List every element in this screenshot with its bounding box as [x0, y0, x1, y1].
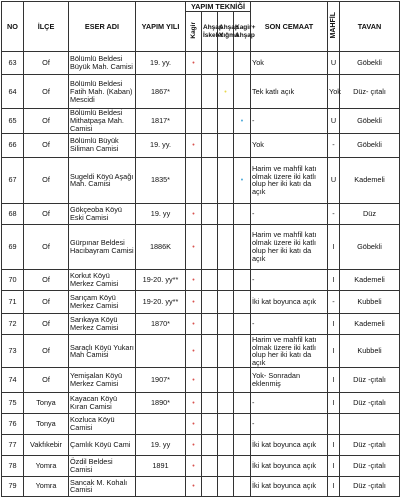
header-yapim-teknigi: YAPIM TEKNİĞİ [186, 2, 251, 12]
cell-kagir-ahsap [234, 52, 251, 75]
cell-kagir [186, 434, 202, 455]
cell-ahsap-iskelet [202, 270, 218, 291]
header-ilce: İLÇE [24, 2, 69, 52]
cell-ahsap-iskelet [202, 203, 218, 224]
technique-dot-icon: • [192, 277, 195, 285]
cell-ahsap-iskelet [202, 109, 218, 133]
cell-eser-adi: Saraçlı Köyü Yukarı Mah Camisi [69, 335, 136, 368]
cell-kagir [186, 476, 202, 496]
cell-ilce: Of [24, 291, 69, 314]
cell-son-cemaat: İki kat boyunca açık [251, 291, 328, 314]
cell-ahsap-yigma [218, 476, 234, 496]
header-mahfil: MAHFİL [328, 2, 340, 52]
cell-tavan: Düz -çıtalı [340, 434, 400, 455]
cell-tavan: Düz- çıtalı [340, 75, 400, 109]
cell-ahsap-iskelet [202, 314, 218, 335]
technique-dot-icon: • [192, 142, 195, 150]
cell-kagir-ahsap [234, 455, 251, 476]
technique-dot-icon: • [192, 210, 195, 218]
cell-mahfil: U [328, 52, 340, 75]
header-tavan: TAVAN [340, 2, 400, 52]
cell-mahfil: I [328, 434, 340, 455]
cell-kagir-ahsap [234, 335, 251, 368]
table-row [2, 314, 400, 335]
table-row [2, 203, 400, 224]
cell-no: 63 [2, 52, 24, 75]
cell-mahfil: I [328, 392, 340, 413]
technique-dot-icon: • [192, 321, 195, 329]
cell-kagir-ahsap [234, 476, 251, 496]
cell-ahsap-iskelet [202, 75, 218, 109]
cell-eser-adi: Gökçeoba Köyü Eski Camisi [69, 203, 136, 224]
cell-tavan: Göbekli [340, 109, 400, 133]
cell-eser-adi: Gürpınar Beldesi Hacıbayram Camisi [69, 224, 136, 269]
cell-son-cemaat: Harim ve mahfil katı olmak üzere iki katlı olup her iki katı da açık [251, 157, 328, 203]
cell-tavan: Göbekli [340, 52, 400, 75]
table-row [2, 270, 400, 291]
cell-ahsap-yigma [218, 109, 234, 133]
cell-ahsap-yigma [218, 224, 234, 269]
cell-ilce: Tonya [24, 413, 69, 434]
cell-kagir-ahsap [234, 413, 251, 434]
cell-mahfil: I [328, 314, 340, 335]
cell-kagir-ahsap [234, 314, 251, 335]
table-row [2, 109, 400, 133]
cell-tavan: Kubbeli [340, 291, 400, 314]
header-ahsap-iskelet: Ahşap İskelet [202, 12, 218, 52]
cell-ahsap-yigma [218, 413, 234, 434]
cell-ahsap-yigma [218, 203, 234, 224]
cell-kagir [186, 109, 202, 133]
cell-yapim-yili: 1867* [136, 75, 186, 109]
cell-ilce: Vakfıkebir [24, 434, 69, 455]
cell-son-cemaat: - [251, 413, 328, 434]
cell-ahsap-yigma [218, 335, 234, 368]
cell-no: 68 [2, 203, 24, 224]
cell-mahfil: I [328, 335, 340, 368]
cell-ahsap-iskelet [202, 413, 218, 434]
cell-kagir [186, 224, 202, 269]
cell-tavan: Kademeli [340, 314, 400, 335]
technique-dot-icon: • [192, 399, 195, 407]
technique-dot-icon: • [192, 244, 195, 252]
cell-yapim-yili: 19. yy. [136, 133, 186, 157]
cell-kagir-ahsap [234, 75, 251, 109]
cell-kagir [186, 157, 202, 203]
cell-eser-adi: Kayacan Köyü Kıran Camisi [69, 392, 136, 413]
cell-eser-adi: Sugeldi Köyü Aşağı Mah. Camisi [69, 157, 136, 203]
cell-kagir [186, 270, 202, 291]
cell-eser-adi: Bölümlü Büyük Siliman Camisi [69, 133, 136, 157]
cell-kagir-ahsap [234, 434, 251, 455]
cell-no: 71 [2, 291, 24, 314]
cell-kagir-ahsap [234, 203, 251, 224]
cell-ahsap-yigma [218, 368, 234, 392]
cell-no: 72 [2, 314, 24, 335]
cell-yapim-yili: 1907* [136, 368, 186, 392]
cell-no: 67 [2, 157, 24, 203]
cell-ilce: Of [24, 368, 69, 392]
cell-ahsap-yigma [218, 291, 234, 314]
cell-ahsap-iskelet [202, 368, 218, 392]
cell-son-cemaat: Harim ve mahfil katı olmak üzere iki katlı olup her iki katı da açık [251, 335, 328, 368]
technique-dot-icon: • [240, 117, 244, 125]
header-yapim-yili: YAPIM YILI [136, 2, 186, 52]
cell-tavan [340, 413, 400, 434]
cell-eser-adi: Bölümlü Beldesi Fatih Mah. (Kaban) Mescidi [69, 75, 136, 109]
cell-kagir [186, 133, 202, 157]
cell-eser-adi: Korkut Köyü Merkez Camisi [69, 270, 136, 291]
cell-ahsap-iskelet [202, 392, 218, 413]
cell-mahfil: - [328, 203, 340, 224]
technique-dot-icon: • [192, 462, 195, 470]
technique-dot-icon: • [240, 177, 244, 185]
cell-yapim-yili: 19-20. yy** [136, 291, 186, 314]
cell-kagir [186, 392, 202, 413]
cell-kagir [186, 413, 202, 434]
cell-mahfil: I [328, 224, 340, 269]
cell-kagir [186, 203, 202, 224]
header-son-cemaat: SON CEMAAT [251, 2, 328, 52]
technique-dot-icon: • [192, 441, 195, 449]
cell-tavan: Göbekli [340, 133, 400, 157]
cell-ahsap-yigma [218, 157, 234, 203]
cell-son-cemaat: Harim ve mahfil katı olmak üzere iki katlı olup her iki katı da açık [251, 224, 328, 269]
cell-son-cemaat: - [251, 203, 328, 224]
cell-ahsap-iskelet [202, 157, 218, 203]
technique-dot-icon: • [192, 483, 195, 491]
cell-no: 65 [2, 109, 24, 133]
cell-yapim-yili: 19-20. yy** [136, 270, 186, 291]
cell-eser-adi: Yemişalan Köyü Merkez Camisi [69, 368, 136, 392]
cell-no: 79 [2, 476, 24, 496]
cell-no: 70 [2, 270, 24, 291]
table-row [2, 291, 400, 314]
cell-yapim-yili [136, 476, 186, 496]
cell-eser-adi: Özdil Beldesi Camisi [69, 455, 136, 476]
table-body [2, 52, 400, 497]
cell-son-cemaat: Yok [251, 52, 328, 75]
cell-mahfil: I [328, 476, 340, 496]
technique-dot-icon: • [192, 348, 195, 356]
cell-ahsap-yigma [218, 314, 234, 335]
cell-tavan: Düz [340, 203, 400, 224]
cell-yapim-yili: 19. yy. [136, 52, 186, 75]
cell-ilce: Of [24, 133, 69, 157]
table-row [2, 434, 400, 455]
cell-tavan: Düz -çıtalı [340, 368, 400, 392]
cell-no: 77 [2, 434, 24, 455]
technique-dot-icon: • [192, 60, 195, 68]
technique-dot-icon: • [192, 376, 195, 384]
cell-son-cemaat: İki kat boyunca açık [251, 434, 328, 455]
cell-no: 64 [2, 75, 24, 109]
cell-eser-adi: Sarıkaya Köyü Merkez Camisi [69, 314, 136, 335]
cell-mahfil: Yok [328, 75, 340, 109]
cell-kagir [186, 455, 202, 476]
cell-no: 73 [2, 335, 24, 368]
cell-kagir-ahsap [234, 368, 251, 392]
cell-ilce: Tonya [24, 392, 69, 413]
cell-son-cemaat: - [251, 109, 328, 133]
header-kagir: Kagir [186, 12, 202, 52]
mosque-table [1, 1, 400, 497]
cell-kagir [186, 75, 202, 109]
cell-yapim-yili: 19. yy [136, 434, 186, 455]
technique-dot-icon: • [192, 299, 195, 307]
cell-kagir [186, 335, 202, 368]
table-row [2, 52, 400, 75]
cell-kagir-ahsap [234, 109, 251, 133]
cell-ahsap-yigma [218, 270, 234, 291]
cell-eser-adi: Bölümlü Beldesi Mithatpaşa Mah. Camisi [69, 109, 136, 133]
cell-ilce: Of [24, 270, 69, 291]
cell-yapim-yili: 1835* [136, 157, 186, 203]
cell-kagir-ahsap [234, 392, 251, 413]
cell-ahsap-iskelet [202, 224, 218, 269]
cell-ahsap-yigma [218, 52, 234, 75]
cell-ilce: Of [24, 203, 69, 224]
cell-kagir-ahsap [234, 291, 251, 314]
cell-ilce: Of [24, 314, 69, 335]
cell-mahfil [328, 413, 340, 434]
cell-mahfil: U [328, 109, 340, 133]
cell-ahsap-iskelet [202, 476, 218, 496]
cell-ahsap-iskelet [202, 335, 218, 368]
cell-ahsap-iskelet [202, 52, 218, 75]
cell-yapim-yili: 1891 [136, 455, 186, 476]
cell-tavan: Kademeli [340, 270, 400, 291]
cell-kagir-ahsap [234, 157, 251, 203]
cell-ilce: Of [24, 224, 69, 269]
cell-eser-adi: Sarıçam Köyü Merkez Camisi [69, 291, 136, 314]
table-row [2, 368, 400, 392]
table-row [2, 157, 400, 203]
cell-son-cemaat: Yok- Sonradan eklenmiş [251, 368, 328, 392]
cell-ahsap-iskelet [202, 291, 218, 314]
header-ahsap-yigma: Ahşap Yığma [218, 12, 234, 52]
cell-mahfil: I [328, 368, 340, 392]
table-row [2, 335, 400, 368]
cell-yapim-yili [136, 413, 186, 434]
table-row [2, 75, 400, 109]
cell-tavan: Kademeli [340, 157, 400, 203]
cell-tavan: Göbekli [340, 224, 400, 269]
cell-eser-adi: Bölümlü Beldesi Büyük Mah. Camisi [69, 52, 136, 75]
table-row [2, 413, 400, 434]
cell-tavan: Düz -çıtalı [340, 392, 400, 413]
cell-eser-adi: Çamlık Köyü Cami [69, 434, 136, 455]
header-kagir-ahsap: Kagir+ Ahşap [234, 12, 251, 52]
cell-ahsap-yigma [218, 434, 234, 455]
cell-ahsap-iskelet [202, 455, 218, 476]
table-row [2, 133, 400, 157]
cell-mahfil: I [328, 270, 340, 291]
cell-ilce: Of [24, 52, 69, 75]
cell-kagir-ahsap [234, 270, 251, 291]
table-row [2, 224, 400, 269]
cell-son-cemaat: - [251, 270, 328, 291]
cell-no: 75 [2, 392, 24, 413]
cell-ahsap-iskelet [202, 434, 218, 455]
cell-ahsap-iskelet [202, 133, 218, 157]
cell-no: 66 [2, 133, 24, 157]
cell-no: 69 [2, 224, 24, 269]
cell-tavan: Kubbeli [340, 335, 400, 368]
cell-mahfil: - [328, 133, 340, 157]
cell-ilce: Of [24, 75, 69, 109]
cell-tavan: Düz -çıtalı [340, 476, 400, 496]
cell-no: 78 [2, 455, 24, 476]
cell-no: 76 [2, 413, 24, 434]
cell-son-cemaat: - [251, 314, 328, 335]
cell-kagir-ahsap [234, 224, 251, 269]
cell-kagir [186, 314, 202, 335]
cell-son-cemaat: İki kat boyunca açık [251, 455, 328, 476]
cell-son-cemaat: Tek katlı açık [251, 75, 328, 109]
cell-kagir [186, 368, 202, 392]
cell-kagir [186, 52, 202, 75]
cell-yapim-yili: 1870* [136, 314, 186, 335]
cell-kagir [186, 291, 202, 314]
table-row [2, 455, 400, 476]
cell-ilce: Of [24, 109, 69, 133]
cell-ilce: Yomra [24, 455, 69, 476]
cell-son-cemaat: Yok [251, 133, 328, 157]
cell-mahfil: - [328, 291, 340, 314]
cell-ahsap-yigma [218, 392, 234, 413]
cell-son-cemaat: İki kat boyunca açık [251, 476, 328, 496]
cell-ilce: Of [24, 335, 69, 368]
cell-ahsap-yigma [218, 455, 234, 476]
cell-tavan: Düz -çıtalı [340, 455, 400, 476]
technique-dot-icon: • [224, 88, 227, 96]
cell-ilce: Of [24, 157, 69, 203]
cell-eser-adi: Kozluca Köyü Camisi [69, 413, 136, 434]
cell-yapim-yili: 1890* [136, 392, 186, 413]
cell-yapim-yili: 1886K [136, 224, 186, 269]
cell-no: 74 [2, 368, 24, 392]
cell-ahsap-yigma [218, 133, 234, 157]
cell-eser-adi: Sancak M. Kohalı Camisi [69, 476, 136, 496]
header-no: NO [2, 2, 24, 52]
cell-yapim-yili: 1817* [136, 109, 186, 133]
cell-mahfil: U [328, 157, 340, 203]
cell-son-cemaat: - [251, 392, 328, 413]
cell-mahfil: I [328, 455, 340, 476]
cell-ilce: Yomra [24, 476, 69, 496]
cell-ahsap-yigma [218, 75, 234, 109]
table-row [2, 476, 400, 496]
table-row [2, 392, 400, 413]
cell-yapim-yili: 19. yy [136, 203, 186, 224]
cell-yapim-yili [136, 335, 186, 368]
technique-dot-icon: • [192, 420, 195, 428]
header-eser-adi: ESER ADI [69, 2, 136, 52]
cell-kagir-ahsap [234, 133, 251, 157]
